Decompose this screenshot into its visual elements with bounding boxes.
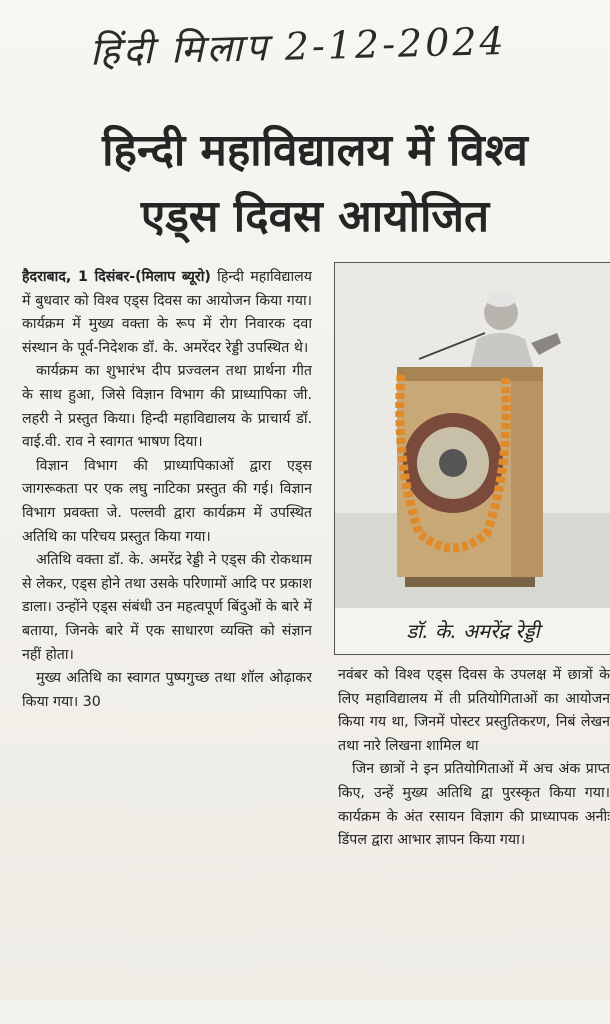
- dateline: हैदराबाद, 1 दिसंबर-(मिलाप ब्यूरो): [22, 269, 211, 285]
- headline-line-1: हिन्दी महाविद्यालय में विश्व: [102, 125, 528, 176]
- article-paragraph: जिन छात्रों ने इन प्रतियोगिताओं में अच अंक प्राप्त किए, उन्हें मुख्य अतिथि द्वा पुरस्कृत किया गया। कार्यक्रम के अंत रसायन विज्ञाग की प्राध्यापक अनीः डिंपल द्वारा आभार ज्ञापन किया गया।: [338, 761, 610, 849]
- headline-line-2: एड्स दिवस आयोजित: [140, 191, 490, 242]
- article-paragraph: विज्ञान विभाग की प्राध्यापिकाओं द्वारा एड्स जागरूकता पर एक लघु नाटिका प्रस्तुत की गई। विज्ञान विभाग प्रवक्ता जे. पल्लवी द्वारा कार्यक्रम में उपस्थित अतिथि का परिचय प्रस्तुत किया गया।: [22, 457, 312, 545]
- article-paragraph: कार्यक्रम का शुभारंभ दीप प्रज्वलन तथा प्रार्थना गीत के साथ हुआ, जिसे विज्ञान विभाग की प्राध्यापिका जी. लहरी ने प्रस्तुत किया। हिन्दी महाविद्यालय के प्राचार्य डॉ. वाई.वी. राव ने स्वागत भाषण दिया।: [22, 363, 312, 451]
- handwritten-note: हिंदी मिलाप 2-12-2024: [89, 18, 508, 74]
- photo-caption: डॉ. के. अमरेंद्र रेड्डी: [334, 608, 610, 655]
- paragraph-text: हिन्दी महाविद्यालय में बुधवार को विश्व एड्स दिवस का आयोजन किया गया। कार्यक्रम में मुख्य वक्ता के रूप में रोग निवारक दवा संस्थान के पूर्व-निदेशक डॉ. के. अमरेंदर रेड्डी उपस्थित थे।: [22, 269, 312, 356]
- article-left-column: [22, 266, 312, 956]
- article-photo: [334, 262, 610, 608]
- article-paragraph: [22, 266, 312, 360]
- speaker-at-podium-photo: [335, 263, 610, 608]
- page-bottom-margin: [0, 1000, 610, 1024]
- article-right-column: [338, 664, 610, 954]
- headline: [20, 118, 610, 250]
- article-paragraph: मुख्य अतिथि का स्वागत पुष्पगुच्छ तथा शॉल ओढ़ाकर किया गया। 30: [22, 670, 312, 710]
- article-paragraph: नवंबर को विश्व एड्स दिवस के उपलक्ष में छात्रों के लिए महाविद्यालय में ती प्रतियोगिताओं का आयोजन किया गय था, जिनमें पोस्टर प्रस्तुतिकरण, निबं लेखन तथा नारे लिखना शामिल था: [338, 667, 610, 754]
- article-paragraph: अतिथि वक्ता डॉ. के. अमरेंद्र रेड्डी ने एड्स की रोकथाम से लेकर, एड्स होने तथा उसके परिणामों आदि पर प्रकाश डाला। उन्होंने एड्स संबंधी उन महत्वपूर्ण बिंदुओं के बारे में बताया, जिनके बारे में एक साधारण व्यक्ति को संज्ञान नहीं होता।: [22, 552, 312, 663]
